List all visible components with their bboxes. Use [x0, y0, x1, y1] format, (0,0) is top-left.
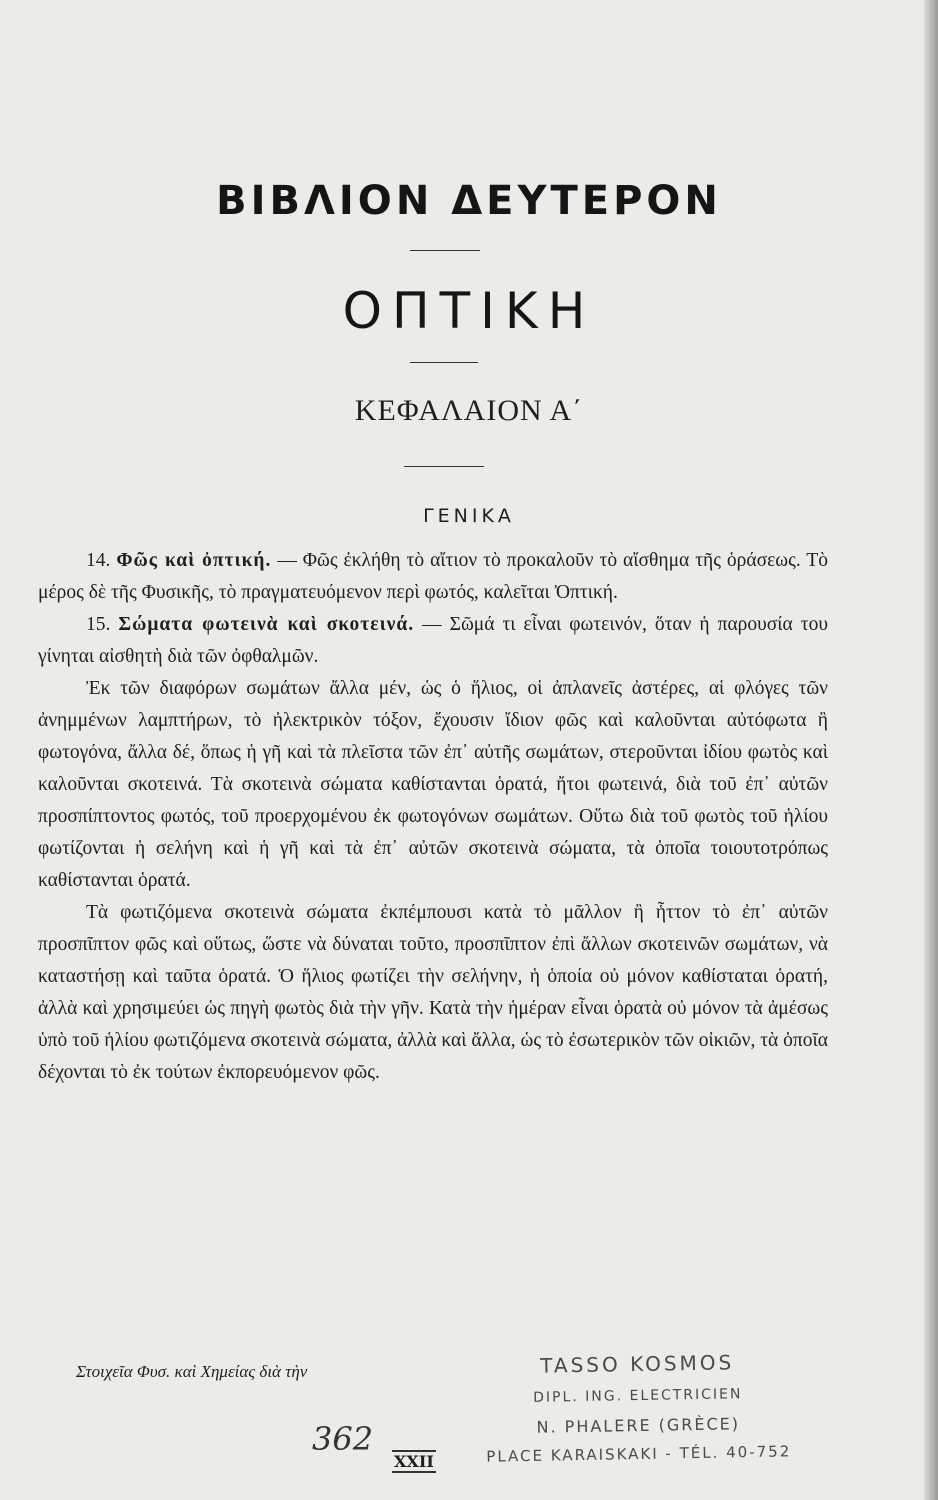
handwritten-number: 362 — [312, 1420, 374, 1458]
divider-rule — [410, 362, 478, 363]
paragraph-heading: Φῶς καὶ ὀπτική. — [116, 550, 272, 571]
paragraph-text: — Σῶμά τι εἶναι φωτεινόν, ὅταν ἡ παρουσία του γίνηται αἰσθητὴ διὰ τῶν ὀφθαλμῶν. — [38, 614, 828, 667]
paragraph-text: — Φῶς ἐκλήθη τὸ αἴτιον τὸ προκαλοῦν τὸ αἴσθημα τῆς ὁράσεως. Τὸ μέρος δὲ τῆς Φυσικῆς, τὸ πραγματευόμενον περὶ φωτός, καλεῖται Ὀπτική. — [38, 550, 829, 603]
paragraph — [38, 545, 828, 609]
paragraph — [38, 897, 828, 1089]
stamp-line: DIPL. ING. ELECTRICIEN — [533, 1386, 743, 1406]
paragraph-number: 15. — [86, 614, 111, 635]
paragraph-text: Ἐκ τῶν διαφόρων σωμάτων ἄλλα μέν, ὡς ὁ ἥλιος, οἱ ἀπλανεῖς ἀστέρες, αἱ φλόγες τῶν ἀνημμένων λαμπτήρων, τὸ ἠλεκτρικὸν τόξον, ἔχουσιν ἴδιον φῶς καὶ καλοῦνται αὐτόφωτα ἢ φωτογόνα, ἄλλα δέ, ὅπως ἡ γῆ καὶ τὰ πλεῖστα τῶν ἐπ᾽ αὐτῆς σωμάτων, στεροῦνται ἰδίου φωτὸς καὶ καλοῦνται σκοτεινά. Τὰ σκοτεινὰ σώματα καθίστανται ὁρατά, ἤτοι φωτεινά, διὰ τοῦ ἐπ᾽ αὐτῶν προσπίπτοντος φωτός, τοῦ προερχομένου ἐκ φωτογόνων σωμάτων. Οὕτω διὰ τοῦ φωτὸς τοῦ ἡλίου φωτίζονται ἡ σελήνη καὶ ἡ γῆ καὶ τὰ ἐπ᾽ αὐτῶν σκοτεινὰ σώματα, τὰ ὁποῖα τοιουτοτρόπως καθίστανται ὁρατά. — [38, 678, 828, 891]
paragraph — [38, 609, 828, 673]
stamp-line: TASSO KOSMOS — [540, 1350, 735, 1378]
running-footer: Στοιχεῖα Φυσ. καὶ Χημείας διὰ τὴν — [76, 1362, 308, 1381]
paragraph — [38, 673, 828, 897]
subject-title: ΟΠΤΙΚΗ — [342, 282, 596, 340]
book-title: ΒΙΒΛΙΟΝ ΔΕΥΤΕΡΟΝ — [216, 178, 722, 224]
body-text — [38, 545, 828, 1089]
paragraph-text: Τὰ φωτιζόμενα σκοτεινὰ σώματα ἐκπέμπουσι κατὰ τὸ μᾶλλον ἢ ἧττον τὸ ἐπ᾽ αὐτῶν προσπῖπτον φῶς καὶ οὕτως, ὥστε νὰ δύναται τοῦτο, προσπῖπτον ἐπὶ ἄλλων σκοτεινῶν σωμάτων, νὰ καταστήσῃ καὶ ταῦτα ὁρατά. Ὁ ἥλιος φωτίζει τὴν σελήνην, ἡ ὁποία οὐ μόνον καθίσταται ὁρατή, ἀλλὰ καὶ χρησιμεύει ὡς πηγὴ φωτὸς διὰ τὴν γῆν. Κατὰ τὴν ἡμέραν εἶναι ὁρατὰ οὐ μόνον τὰ ἀμέσως ὑπὸ τοῦ ἡλίου φωτιζόμενα σκοτεινὰ σώματα, ἀλλὰ καὶ ἄλλα, ὡς τὸ ἐσωτερικὸν τῶν οἰκιῶν, τὰ ὁποῖα δέχονται τὸ ἐκ τούτων ἐκπορευόμενον φῶς. — [38, 902, 828, 1083]
page-edge — [924, 0, 938, 1500]
section-title: ΓΕΝΙΚΑ — [423, 505, 515, 527]
paragraph-number: 14. — [86, 550, 111, 571]
chapter-title: ΚΕΦΑΛΑΙΟΝ Α΄ — [354, 394, 584, 427]
divider-rule — [404, 466, 484, 467]
paragraph-heading: Σώματα φωτεινὰ καὶ σκοτεινά. — [118, 614, 415, 635]
stamp-line: N. PHALERE (GRÈCE) — [536, 1414, 741, 1437]
divider-rule — [410, 250, 480, 251]
owner-stamp — [447, 1349, 829, 1467]
stamp-line: PLACE KARAISKAKI - TÉL. 40-752 — [486, 1442, 792, 1466]
roman-numeral-mark: XXII — [394, 1452, 434, 1471]
